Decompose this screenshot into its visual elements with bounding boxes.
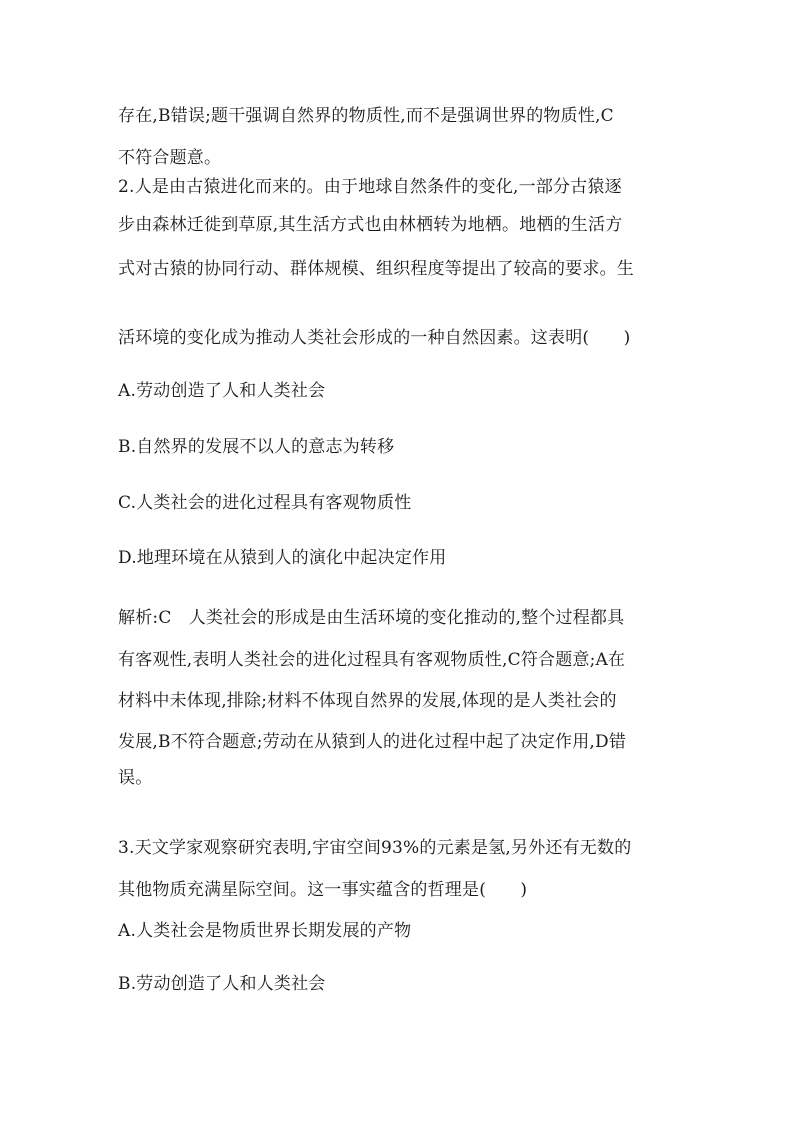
question-2-stem-line: 2.人是由古猿进化而来的。由于地球自然条件的变化,一部分古猿逐 <box>118 177 622 197</box>
question-2-option-d: D.地理环境在从猿到人的演化中起决定作用 <box>118 548 447 568</box>
answer-analysis-line: 发展,B不符合题意;劳动在从猿到人的进化过程中起了决定作用,D错 <box>118 732 627 752</box>
question-2-option-c: C.人类社会的进化过程具有客观物质性 <box>118 493 412 513</box>
question-3-stem-line: 其他物质充满星际空间。这一事实蕴含的哲理是( ) <box>118 880 528 900</box>
question-2-option-a: A.劳动创造了人和人类社会 <box>118 381 326 401</box>
answer-analysis-line: 有客观性,表明人类社会的进化过程具有客观物质性,C符合题意;A在 <box>118 650 626 670</box>
question-2-stem-line: 式对古猿的协同行动、群体规模、组织程度等提出了较高的要求。生 <box>118 259 634 279</box>
text-line: 不符合题意。 <box>118 148 222 168</box>
text-line: 存在,B错误;题干强调自然界的物质性,而不是强调世界的物质性,C <box>118 106 614 126</box>
question-3-stem-line: 3.天文学家观察研究表明,宇宙空间93%的元素是氢,另外还有无数的 <box>118 838 632 858</box>
question-3-option-a: A.人类社会是物质世界长期发展的产物 <box>118 921 412 941</box>
question-3-option-b: B.劳动创造了人和人类社会 <box>118 974 326 994</box>
answer-analysis-line: 误。 <box>118 768 153 788</box>
question-2-option-b: B.自然界的发展不以人的意志为转移 <box>118 437 395 457</box>
answer-analysis-line: 材料中未体现,排除;材料不体现自然界的发展,体现的是人类社会的 <box>118 691 617 711</box>
answer-analysis-line: 解析:C 人类社会的形成是由生活环境的变化推动的,整个过程都具 <box>118 608 625 628</box>
question-2-stem-line: 活环境的变化成为推动人类社会形成的一种自然因素。这表明( ) <box>118 328 631 348</box>
question-2-stem-line: 步由森林迁徙到草原,其生活方式也由林栖转为地栖。地栖的生活方 <box>118 215 623 235</box>
